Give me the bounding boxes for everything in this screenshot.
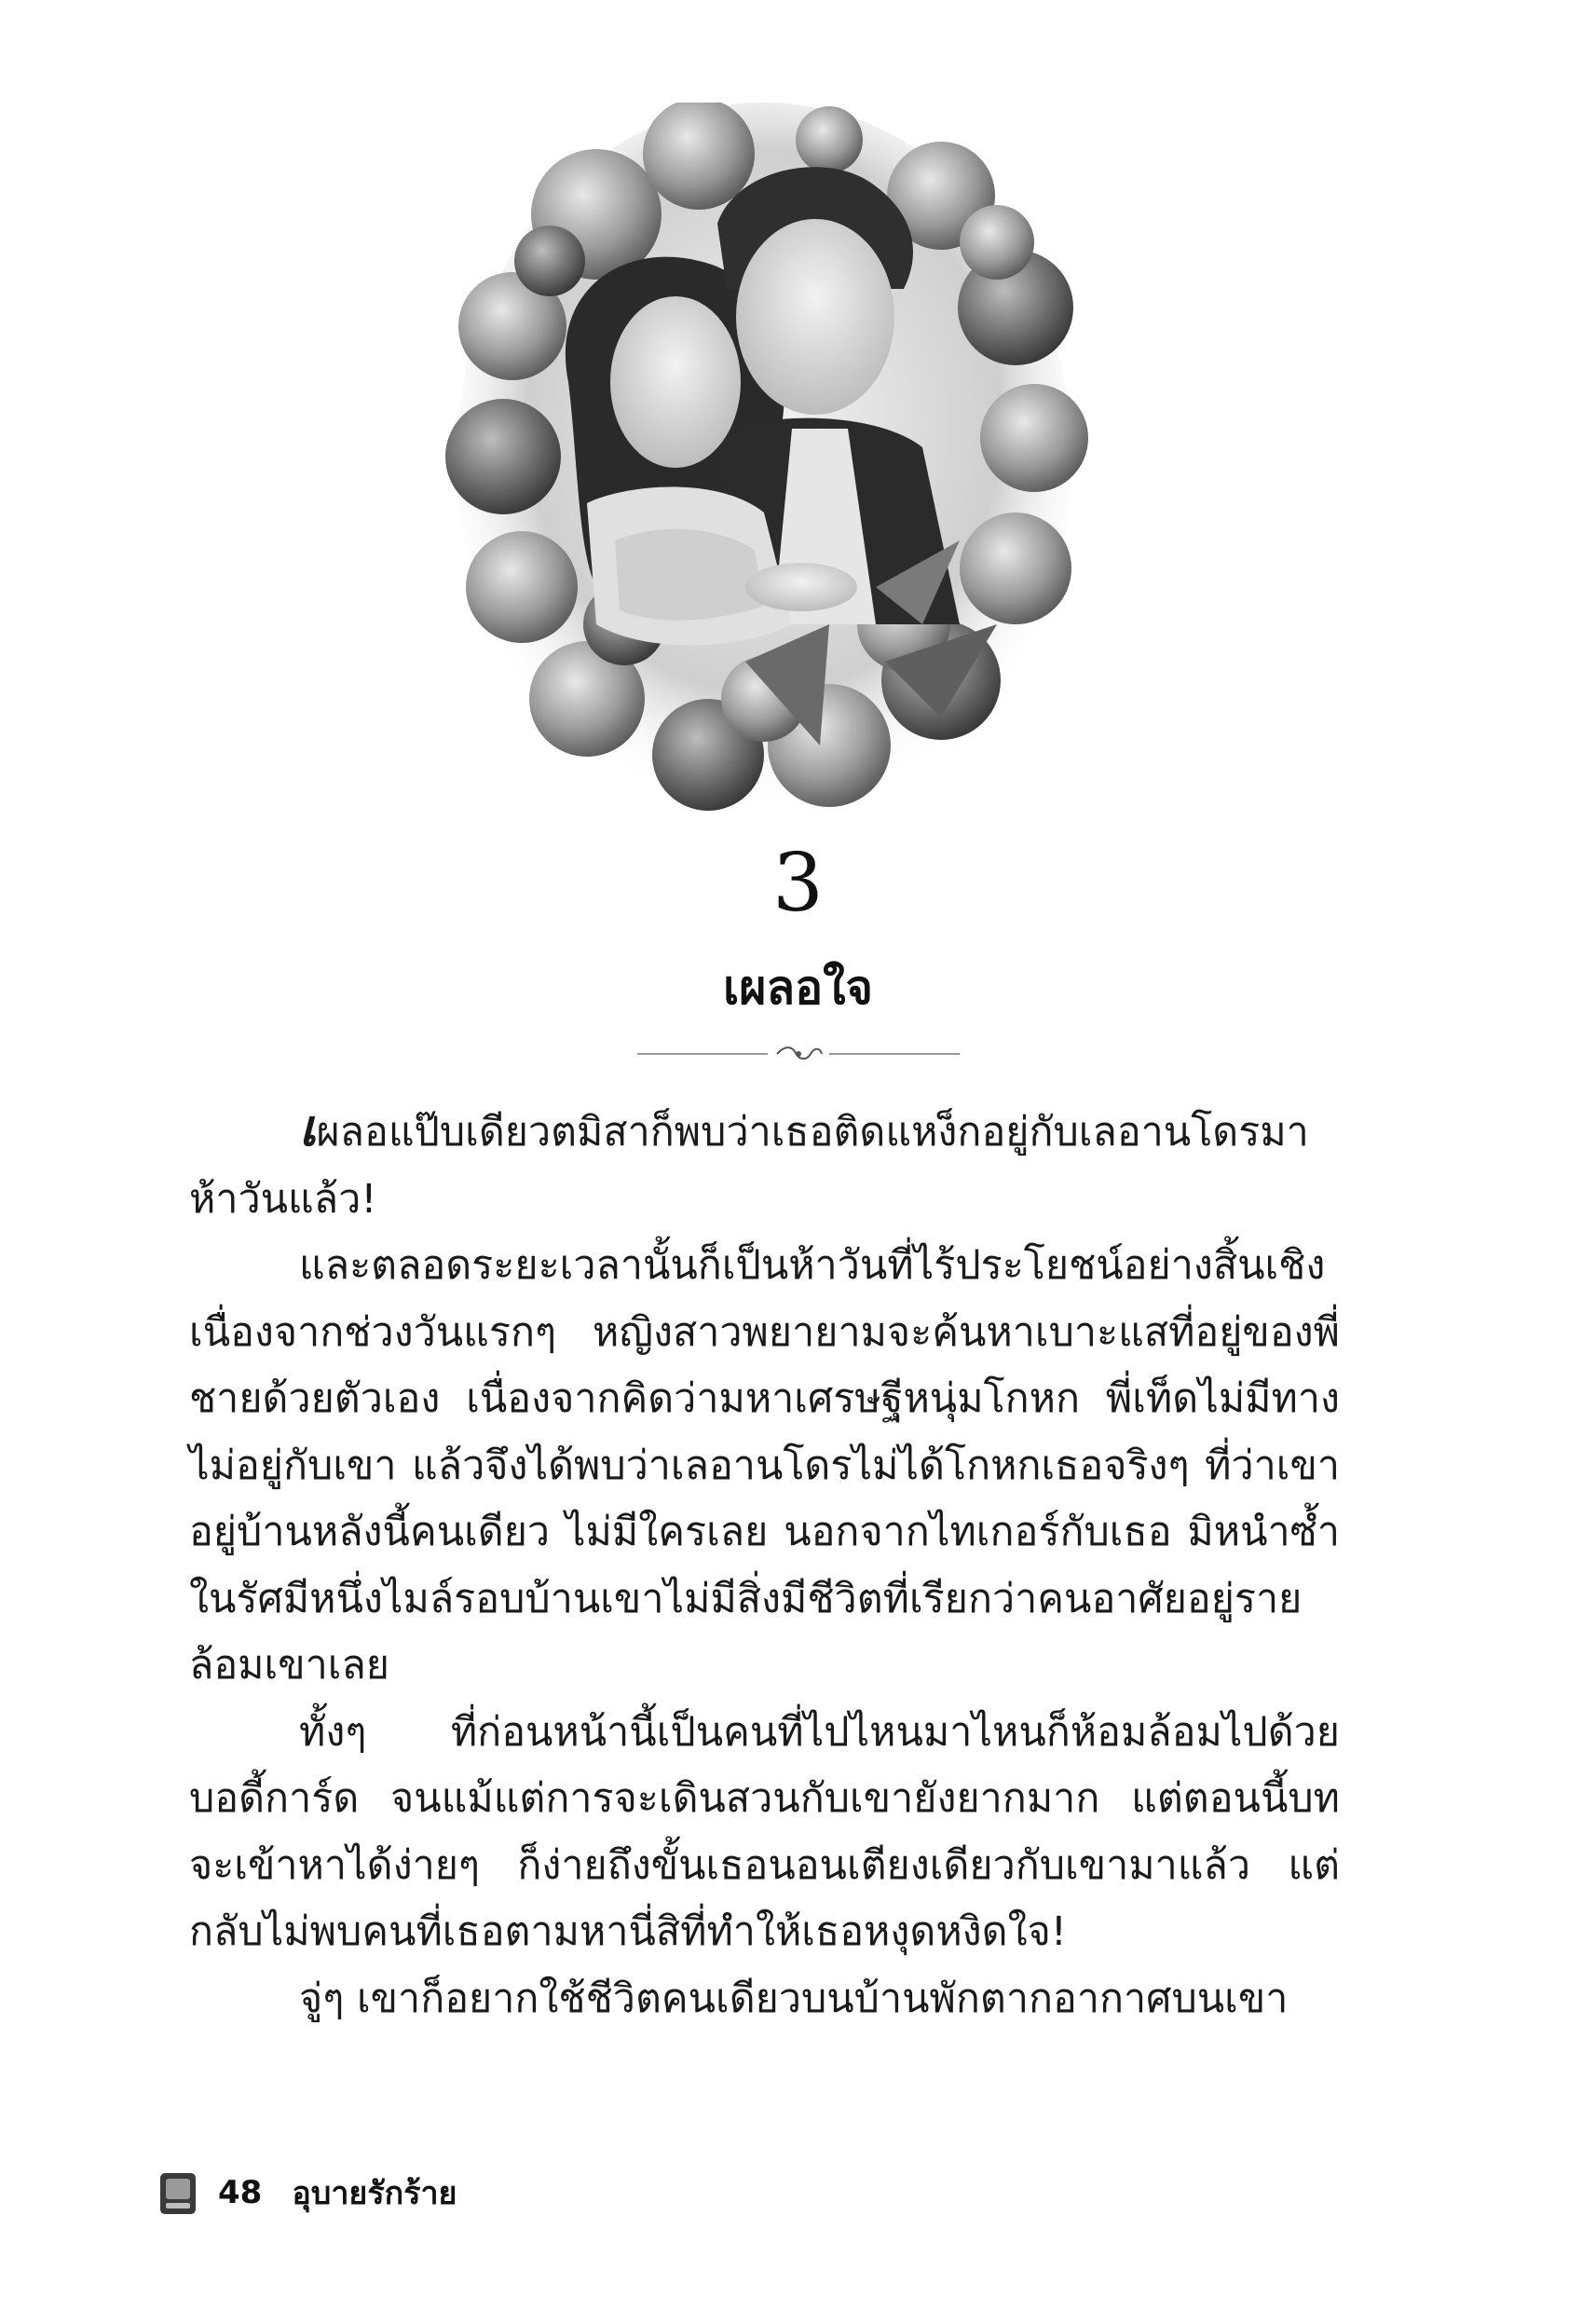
page-footer <box>158 2165 457 2221</box>
chapter-number: 3 <box>772 837 824 930</box>
paragraph: ทั้งๆ ที่ก่อนหน้านี้เป็นคนที่ไปไหนมาไหนก็ห้อมล้อมไปด้วยบอดี้การ์ด จนแม้แต่การจะเดินสวนกับเขายังยากมาก แต่ตอนนี้บทจะเข้าหาได้ง่ายๆ ก็ง่ายถึงขั้นเธอนอนเตียงเดียวกับเขามาแล้ว แต่กลับไม่พบคนที่เธอตามหานี่สิที่ทำให้เธอหงุดหงิดใจ! <box>189 1708 1340 1955</box>
page-number: 48 <box>218 2174 263 2211</box>
book-badge-icon <box>158 2169 198 2216</box>
drop-initial: เ <box>299 1099 317 1157</box>
paragraph-text: ผลอแป๊บเดียวตมิสาก็พบว่าเธอติดแหง็กอยู่กับเลอานโดรมาห้าวันแล้ว! <box>189 1109 1309 1223</box>
book-title: อุบายรักร้าย <box>292 2175 457 2212</box>
paragraph: และตลอดระยะเวลานั้นก็เป็นห้าวันที่ไร้ประโยชน์อย่างสิ้นเชิง เนื่องจากช่วงวันแรกๆ หญิงสาวพยายามจะค้นหาเบาะแสที่อยู่ของพี่ชายด้วยตัวเอง เนื่องจากคิดว่ามหาเศรษฐีหนุ่มโกหก พี่เท็ดไม่มีทางไม่อยู่กับเขา แล้วจึงได้พบว่าเลอานโดรไม่ได้โกหกเธอจริงๆ ที่ว่าเขาอยู่บ้านหลังนี้คนเดียว ไม่มีใครเลย นอกจากไทเกอร์กับเธอ มิหนำซ้ำในรัศมีหนึ่งไมล์รอบบ้านเขาไม่มีสิ่งมีชีวิตที่เรียกว่าคนอาศัยอยู่รายล้อมเขาเลย <box>189 1242 1340 1689</box>
couple-floral-wreath-illustration <box>438 103 1090 820</box>
paragraph: จู่ๆ เขาก็อยากใช้ชีวิตคนเดียวบนบ้านพักตากอากาศบนเขา <box>299 1975 1289 2022</box>
chapter-title: เผลอใจ <box>723 961 873 1015</box>
paragraph <box>189 1095 1340 1233</box>
chapter-body <box>189 1095 1340 2032</box>
divider-ornament <box>637 1040 960 1068</box>
